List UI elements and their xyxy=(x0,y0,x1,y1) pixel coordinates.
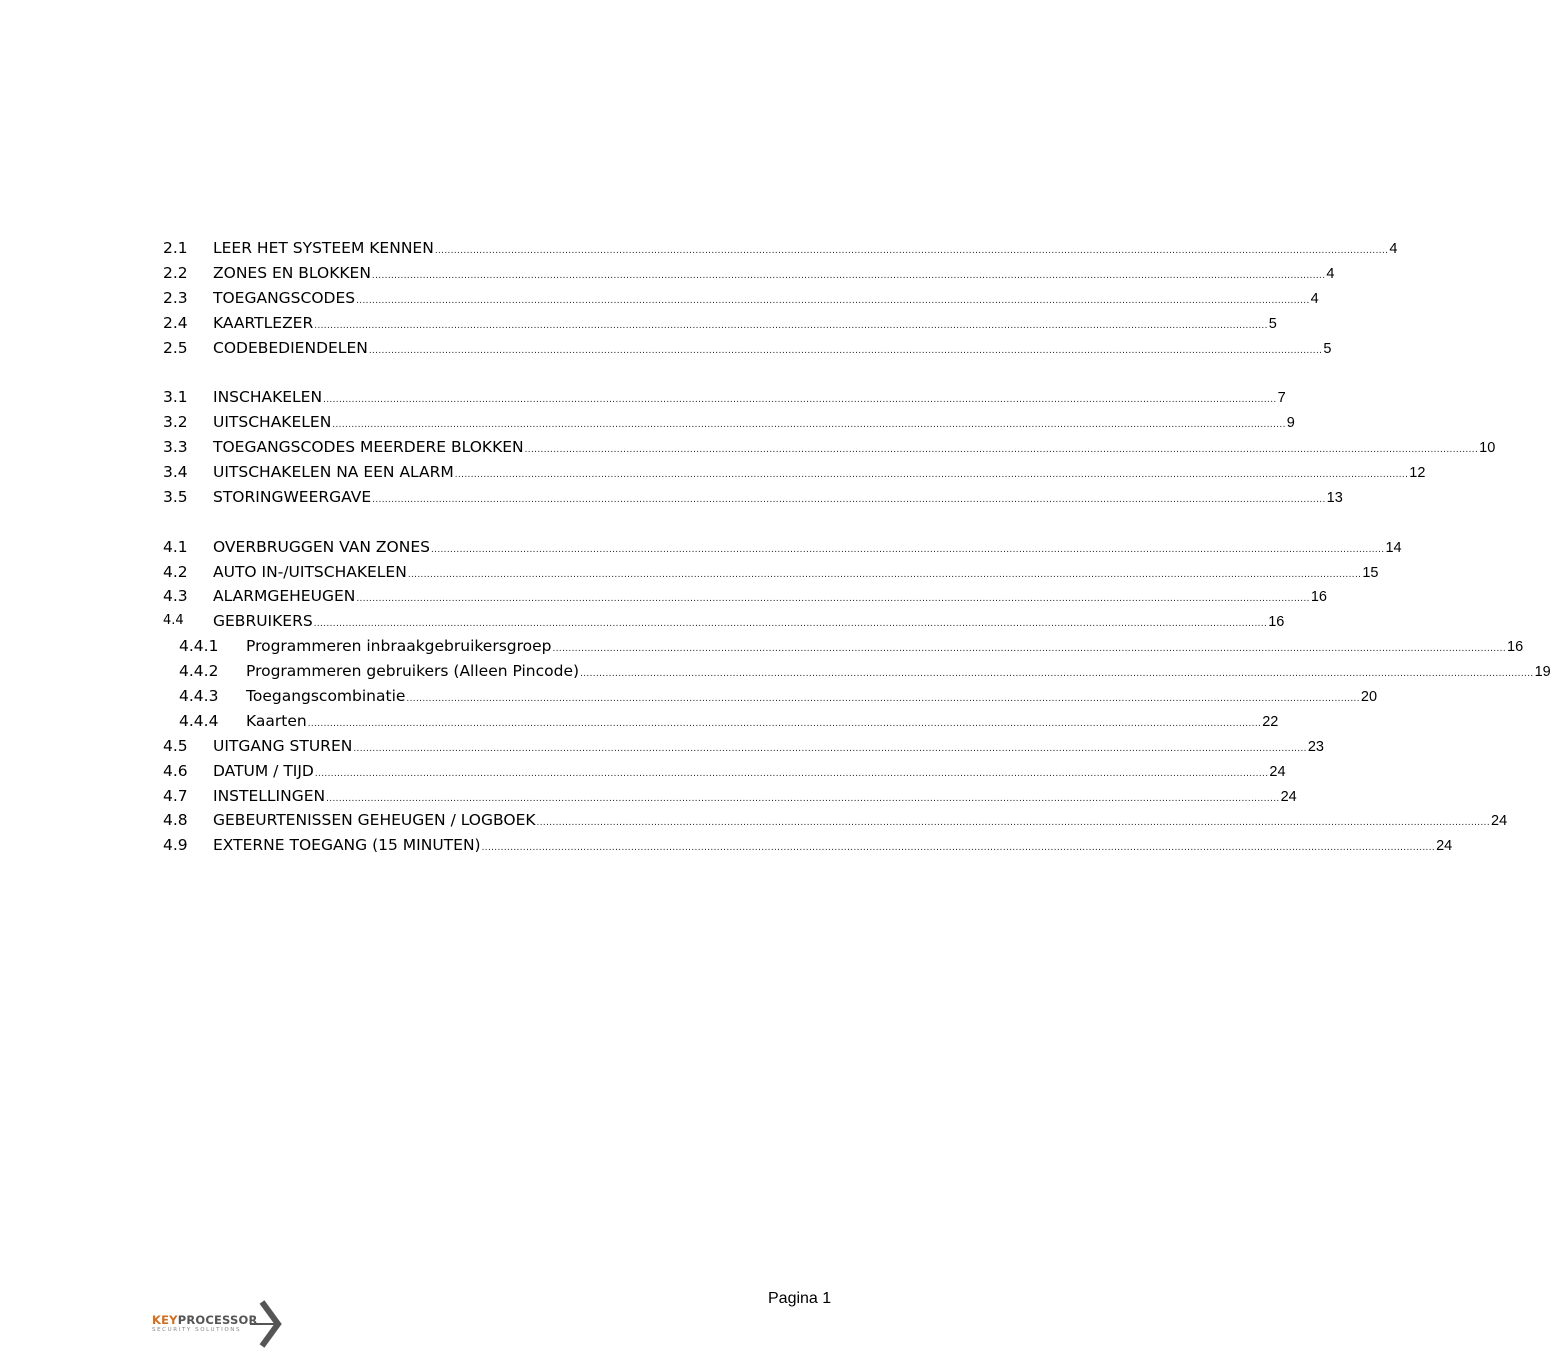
toc-leader-dots: ............................................................................................................................................................................................................................................................................................................ xyxy=(371,269,1326,281)
toc-number: 4.2 xyxy=(163,562,188,581)
toc-page-number: 12 xyxy=(1409,465,1426,482)
toc-leader-dots: ............................................................................................................................................................................................................................................................................................................ xyxy=(356,593,1310,605)
toc-subentry[interactable] xyxy=(163,684,1378,709)
toc-number: 4.5 xyxy=(163,736,188,755)
toc-page-number: 24 xyxy=(1491,813,1508,830)
logo-processor-text: PROCESSOR xyxy=(177,1313,258,1327)
toc-page-number: 10 xyxy=(1479,440,1496,457)
toc-title[interactable]: UITSCHAKELEN NA EEN ALARM xyxy=(213,463,454,482)
toc-entry[interactable] xyxy=(163,286,1319,311)
toc-title[interactable]: CODEBEDIENDELEN xyxy=(213,338,368,357)
toc-number: 4.4.3 xyxy=(179,687,219,706)
toc-entry[interactable] xyxy=(163,385,1286,410)
toc-entry[interactable] xyxy=(163,609,1285,634)
toc-page-number: 24 xyxy=(1436,838,1453,855)
toc-entry[interactable] xyxy=(163,734,1324,759)
toc-leader-dots: ............................................................................................................................................................................................................................................................................................................ xyxy=(356,294,1310,306)
toc-page-number: 5 xyxy=(1268,315,1277,332)
logo-key-text: KEY xyxy=(152,1313,178,1327)
toc-leader-dots: ............................................................................................................................................................................................................................................................................................................ xyxy=(524,444,1479,456)
toc-entry[interactable] xyxy=(163,759,1286,784)
toc-entry[interactable] xyxy=(163,485,1343,510)
toc-number: 3.2 xyxy=(163,413,188,432)
table-of-contents xyxy=(163,236,1551,858)
toc-leader-dots: ............................................................................................................................................................................................................................................................................................................ xyxy=(323,394,1277,406)
toc-number: 4.3 xyxy=(163,587,188,606)
toc-subentry[interactable] xyxy=(163,709,1279,734)
toc-leader-dots: ............................................................................................................................................................................................................................................................................................................ xyxy=(314,319,1268,331)
toc-page-number: 5 xyxy=(1323,340,1332,357)
toc-page-number: 19 xyxy=(1534,664,1551,681)
toc-leader-dots: ............................................................................................................................................................................................................................................................................................................ xyxy=(580,668,1534,680)
toc-title[interactable]: GEBEURTENISSEN GEHEUGEN / LOGBOEK xyxy=(213,811,536,830)
toc-leader-dots: ............................................................................................................................................................................................................................................................................................................ xyxy=(406,693,1360,705)
toc-number: 4.4.4 xyxy=(179,711,219,730)
toc-leader-dots: ............................................................................................................................................................................................................................................................................................................ xyxy=(314,767,1269,779)
toc-title[interactable]: UITSCHAKELEN xyxy=(213,413,332,432)
toc-title[interactable]: ZONES EN BLOKKEN xyxy=(213,263,371,282)
toc-leader-dots: ............................................................................................................................................................................................................................................................................................................ xyxy=(552,643,1507,655)
toc-number: 3.5 xyxy=(163,487,188,506)
toc-page-number: 20 xyxy=(1360,689,1378,706)
keyprocessor-logo xyxy=(150,1300,290,1350)
logo-tagline: SECURITY SOLUTIONS xyxy=(152,1327,242,1333)
toc-entry[interactable] xyxy=(163,261,1335,286)
toc-number: 3.3 xyxy=(163,438,188,457)
toc-page-number: 4 xyxy=(1310,290,1319,307)
toc-leader-dots: ............................................................................................................................................................................................................................................................................................................ xyxy=(353,742,1307,754)
toc-number: 2.1 xyxy=(163,239,188,257)
toc-entry[interactable] xyxy=(163,535,1402,560)
toc-title[interactable]: LEER HET SYSTEEM KENNEN xyxy=(213,239,434,257)
toc-entry[interactable] xyxy=(163,460,1426,485)
toc-number: 4.7 xyxy=(163,786,188,805)
toc-title[interactable]: AUTO IN-/UITSCHAKELEN xyxy=(213,562,407,581)
toc-title[interactable]: GEBRUIKERS xyxy=(213,612,313,631)
toc-title[interactable]: DATUM / TIJD xyxy=(213,761,314,780)
toc-entry[interactable] xyxy=(163,560,1379,585)
toc-page-number: 9 xyxy=(1286,415,1295,432)
toc-page-number: 23 xyxy=(1307,738,1324,755)
toc-number: 2.5 xyxy=(163,338,188,357)
toc-title[interactable]: STORINGWEERGAVE xyxy=(213,487,372,506)
toc-number: 2.3 xyxy=(163,288,188,307)
toc-title[interactable]: EXTERNE TOEGANG (15 MINUTEN) xyxy=(213,836,481,855)
toc-number: 4.1 xyxy=(163,537,188,556)
toc-entry[interactable] xyxy=(163,336,1332,361)
toc-entry[interactable] xyxy=(163,833,1453,858)
toc-title[interactable]: UITGANG STUREN xyxy=(213,736,353,755)
toc-page-number: 22 xyxy=(1262,713,1279,730)
toc-leader-dots: ............................................................................................................................................................................................................................................................................................................ xyxy=(307,717,1262,729)
toc-page-number: 13 xyxy=(1326,489,1343,506)
toc-title[interactable]: Toegangscombinatie xyxy=(246,687,406,706)
page-number-label: Pagina 1 xyxy=(768,1290,832,1307)
toc-entry[interactable] xyxy=(163,584,1327,609)
toc-page-number: 16 xyxy=(1310,589,1327,606)
toc-title[interactable]: Programmeren gebruikers (Alleen Pincode) xyxy=(246,662,580,681)
toc-subentry[interactable] xyxy=(163,659,1551,684)
toc-leader-dots: ............................................................................................................................................................................................................................................................................................................ xyxy=(326,792,1280,804)
toc-number: 3.4 xyxy=(163,463,188,482)
toc-entry[interactable] xyxy=(163,435,1496,460)
toc-page-number: 16 xyxy=(1507,639,1524,656)
toc-number: 2.2 xyxy=(163,263,188,282)
toc-entry[interactable] xyxy=(163,410,1295,435)
toc-title[interactable]: TOEGANGSCODES xyxy=(213,288,356,307)
toc-leader-dots: ............................................................................................................................................................................................................................................................................................................ xyxy=(332,419,1286,431)
toc-page-number: 4 xyxy=(1389,241,1398,257)
toc-leader-dots: ............................................................................................................................................................................................................................................................................................................ xyxy=(536,817,1491,829)
toc-title[interactable]: INSCHAKELEN xyxy=(213,388,323,407)
toc-page-number: 7 xyxy=(1277,390,1286,407)
toc-title[interactable]: Programmeren inbraakgebruikersgroep xyxy=(246,637,552,656)
toc-number: 3.1 xyxy=(163,388,188,407)
toc-title[interactable]: OVERBRUGGEN VAN ZONES xyxy=(213,537,430,556)
toc-page-number: 15 xyxy=(1362,564,1379,581)
toc-leader-dots: ............................................................................................................................................................................................................................................................................................................ xyxy=(313,618,1268,630)
toc-page-number: 14 xyxy=(1385,539,1402,556)
toc-number: 4.4 xyxy=(163,613,184,629)
toc-leader-dots: ............................................................................................................................................................................................................................................................................................................ xyxy=(454,469,1409,481)
toc-entry[interactable] xyxy=(163,808,1508,833)
toc-leader-dots: ............................................................................................................................................................................................................................................................................................................ xyxy=(372,493,1326,505)
toc-number: 4.4.2 xyxy=(179,662,219,681)
toc-page-number: 16 xyxy=(1268,614,1285,631)
toc-number: 4.9 xyxy=(163,836,188,855)
toc-leader-dots: ............................................................................................................................................................................................................................................................................................................ xyxy=(407,568,1362,580)
toc-page-number: 24 xyxy=(1269,763,1286,780)
toc-number: 4.6 xyxy=(163,761,188,780)
toc-title[interactable]: ALARMGEHEUGEN xyxy=(213,587,356,606)
toc-leader-dots: ............................................................................................................................................................................................................................................................................................................ xyxy=(430,543,1385,555)
logo-wordmark xyxy=(152,1313,258,1327)
toc-number: 4.8 xyxy=(163,811,188,830)
toc-leader-dots: ............................................................................................................................................................................................................................................................................................................ xyxy=(434,245,1389,256)
toc-leader-dots: ............................................................................................................................................................................................................................................................................................................ xyxy=(368,344,1323,356)
toc-title[interactable]: Kaarten xyxy=(246,711,307,730)
toc-page-number: 24 xyxy=(1280,788,1297,805)
toc-number: 4.4.1 xyxy=(179,637,219,656)
toc-leader-dots: ............................................................................................................................................................................................................................................................................................................ xyxy=(481,842,1436,854)
toc-entry[interactable] xyxy=(163,236,1398,261)
toc-title[interactable]: TOEGANGSCODES MEERDERE BLOKKEN xyxy=(213,438,524,457)
toc-entry[interactable] xyxy=(163,784,1297,809)
toc-title[interactable]: KAARTLEZER xyxy=(213,313,314,332)
toc-title[interactable]: INSTELLINGEN xyxy=(213,786,326,805)
toc-subentry[interactable] xyxy=(163,634,1524,659)
toc-page-number: 4 xyxy=(1326,265,1335,282)
toc-number: 2.4 xyxy=(163,313,188,332)
toc-entry[interactable] xyxy=(163,311,1277,336)
